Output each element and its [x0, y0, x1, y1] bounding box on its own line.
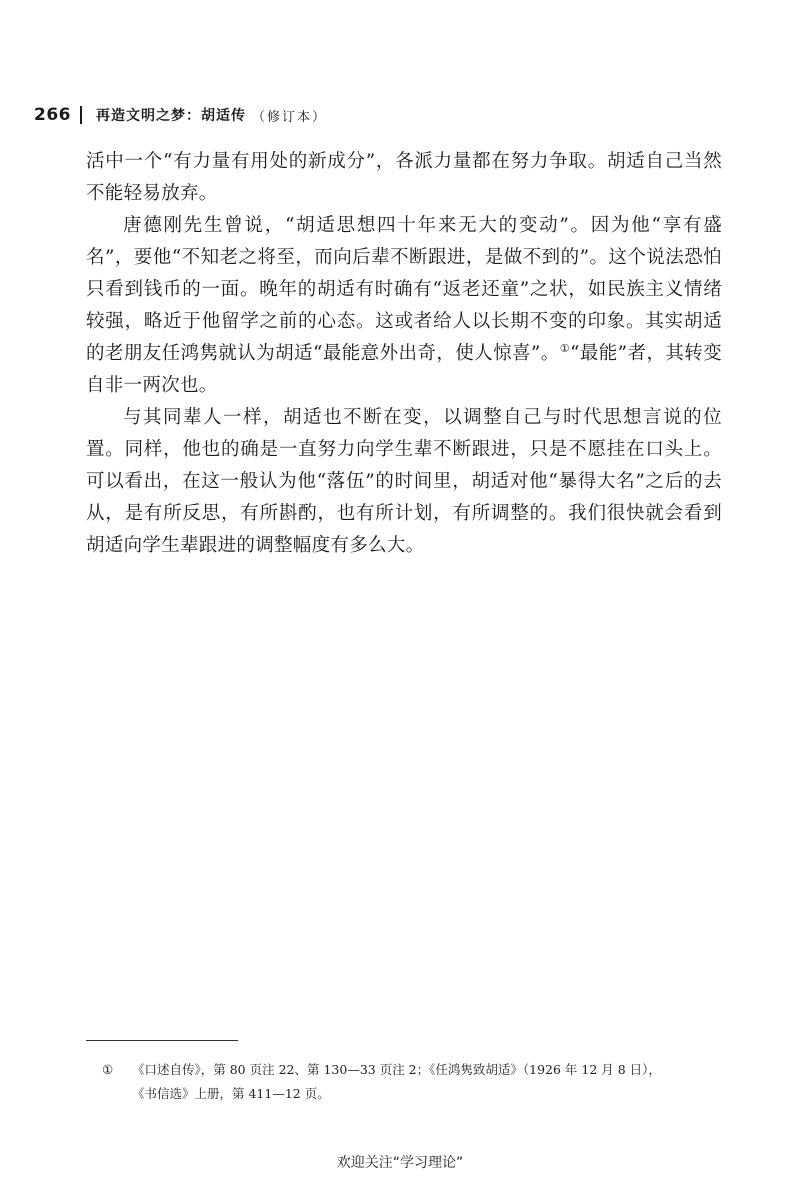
paragraph-3: 与其同辈人一样，胡适也不断在变，以调整自己与时代思想言说的位置。同样，他也的确是一直努力向学生辈不断跟进，只是不愿挂在口头上。可以看出，在这一般认为他“落伍”的时间里，胡适对他“暴得大名”之后的去从，是有所反思，有所斟酌，也有所计划，有所调整的。我们很快就会看到胡适向学生辈跟进的调整幅度有多么大。 [86, 407, 722, 556]
main-text [86, 146, 722, 562]
paragraph-1: 活中一个“有力量有用处的新成分”，各派力量都在努力争取。胡适自己当然不能轻易放弃。 [86, 151, 722, 204]
footnote-divider [86, 1040, 238, 1041]
footnote-line-2: 《书信选》上册，第 411—12 页。 [132, 1086, 330, 1101]
watermark-caption: 欢迎关注“学习理论” [336, 1155, 464, 1171]
paragraph-2-text: 唐德刚先生曾说，“胡适思想四十年来无大的变动”。因为他“享有盛名”，要他“不知老之将至，而向后辈不断跟进，是做不到的”。这个说法恐怕只看到钱币的一面。晚年的胡适有时确有“返老还童”之状，如民族主义情绪较强，略近于他留学之前的心态。这或者给人以长期不变的印象。其实胡适的老朋友任鸿隽就认为胡适“最能意外出奇，使人惊喜”。 [86, 215, 722, 364]
footnote-number: ① [102, 1062, 114, 1077]
footnote-line-1 [102, 1058, 732, 1082]
edition-label: （修订本） [252, 109, 328, 125]
header-divider [80, 106, 82, 124]
running-header [34, 102, 327, 128]
page-number: 266 [34, 105, 71, 125]
footnote-marker: ① [559, 341, 570, 355]
footnote [102, 1058, 732, 1106]
paragraph-2 [86, 210, 722, 402]
footnote-text-1: 《口述自传》，第 80 页注 22、第 130—33 页注 2；《任鸿隽致胡适》（1926 年 12 月 8 日）， [132, 1062, 661, 1077]
paragraph-2-tail: “最能”者，其转变自非一两次也。 [86, 343, 722, 396]
book-title: 再造文明之梦：胡适传 [96, 108, 246, 124]
